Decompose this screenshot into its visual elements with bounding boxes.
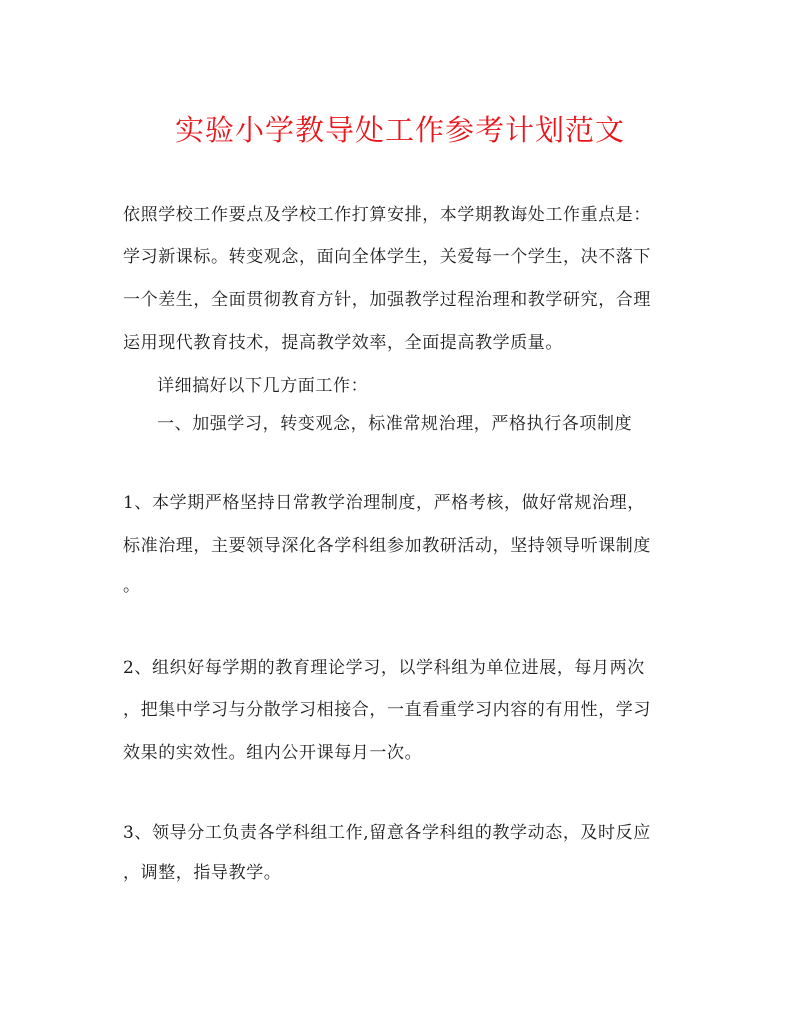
item2-line-3: 效果的实效性。组内公开课每月一次。 — [123, 743, 423, 763]
item2-line-1: 2、组织好每学期的教育理论学习，以学科组为单位进展，每月两次 — [123, 658, 645, 678]
item1-line-1: 1、本学期严格坚持日常教学治理制度，严格考核，做好常规治理， — [123, 493, 645, 513]
item3-line-1: 3、领导分工负责各学科组工作,留意各学科组的教学动态，及时反应 — [123, 823, 651, 843]
lead-in-text: 详细搞好以下几方面工作： — [157, 376, 369, 396]
intro-line-2: 学习新课标。转变观念，面向全体学生，关爱每一个学生，决不落下 — [123, 247, 651, 267]
item3-line-2: ，调整，指导教学。 — [123, 863, 282, 883]
intro-line-3: 一个差生，全面贯彻教育方针，加强教学过程治理和教学研究，合理 — [123, 290, 651, 310]
item2-line-2: ，把集中学习与分散学习相接合，一直看重学习内容的有用性，学习 — [123, 700, 651, 720]
item1-line-2: 标准治理，主要领导深化各学科组参加教研活动，坚持领导听课制度 — [123, 536, 651, 556]
intro-line-4: 运用现代教育技术，提高教学效率，全面提高教学质量。 — [123, 333, 563, 353]
intro-line-1: 依照学校工作要点及学校工作打算安排，本学期教诲处工作重点是： — [123, 205, 651, 225]
item1-line-3: 。 — [123, 576, 141, 596]
document-title: 实验小学教导处工作参考计划范文 — [174, 113, 625, 147]
section-heading: 一、加强学习，转变观念，标准常规治理，严格执行各项制度 — [157, 414, 633, 434]
